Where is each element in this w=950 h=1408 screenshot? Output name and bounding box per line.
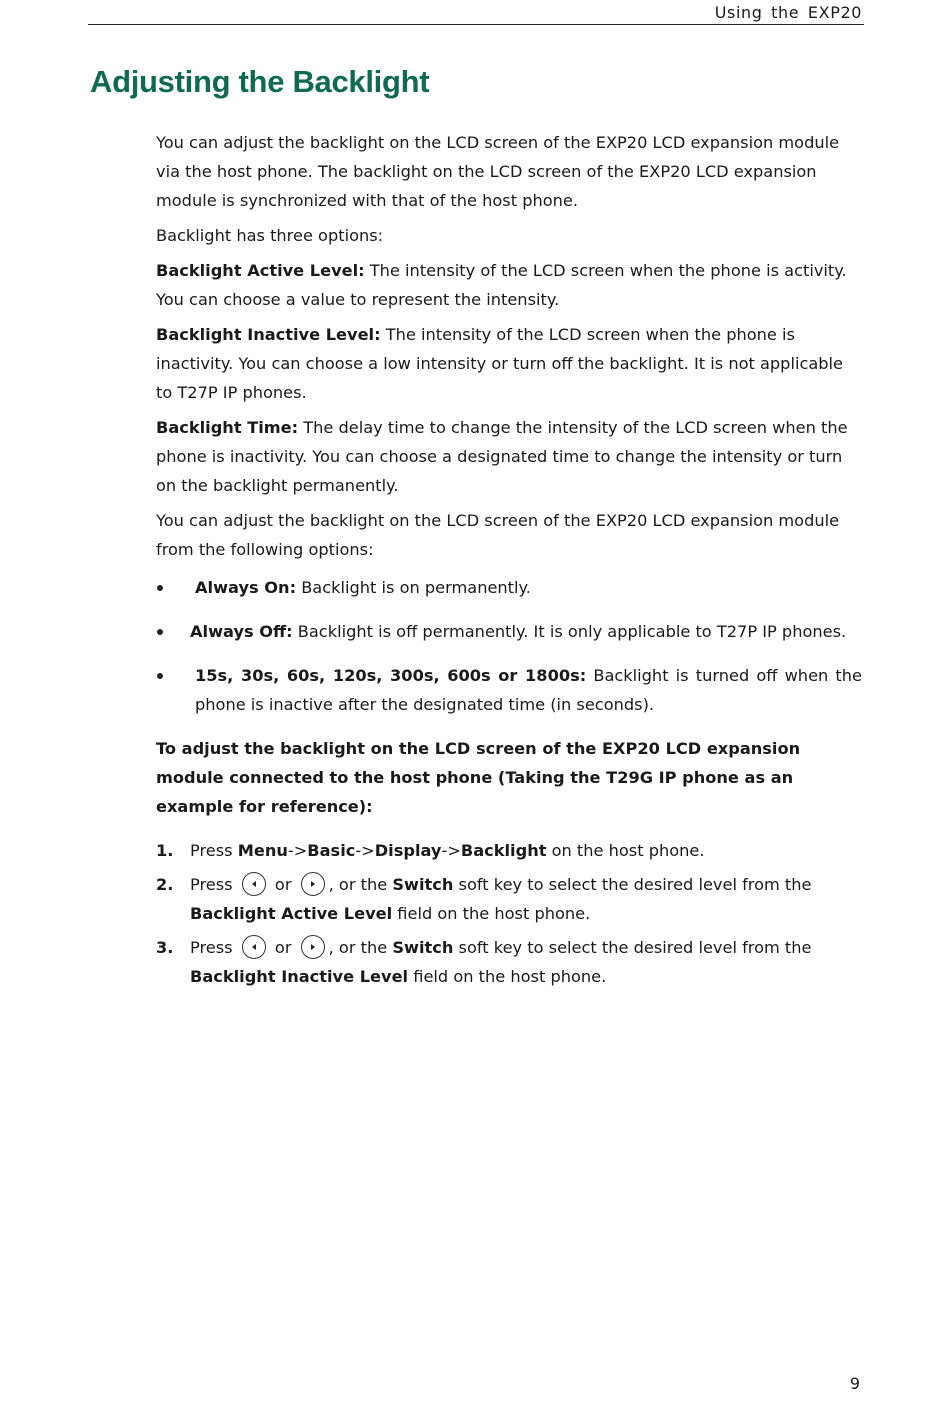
step-text: or bbox=[274, 875, 292, 894]
menu-path-display: Display bbox=[374, 841, 442, 860]
step-text: Press bbox=[190, 875, 233, 894]
step-3 bbox=[156, 933, 862, 991]
step-text: , or the bbox=[328, 938, 393, 957]
left-navigation-key-icon bbox=[242, 935, 266, 959]
bullet-dot-icon bbox=[157, 673, 163, 679]
step-number: 2. bbox=[156, 875, 174, 894]
right-navigation-key-icon bbox=[301, 872, 325, 896]
backlight-options-list bbox=[156, 573, 862, 719]
page-title: Adjusting the Backlight bbox=[90, 64, 430, 99]
step-text: soft key to select the desired level from the bbox=[453, 938, 812, 957]
list-item-always-off bbox=[156, 617, 862, 646]
step-2 bbox=[156, 870, 862, 928]
option-backlight-active-level bbox=[156, 256, 862, 314]
bullet-term: 15s, 30s, 60s, 120s, 300s, 600s or 1800s: bbox=[195, 666, 587, 685]
page-number: 9 bbox=[849, 1374, 860, 1393]
left-navigation-key-icon bbox=[242, 872, 266, 896]
list-item-always-on bbox=[156, 573, 862, 602]
procedure-steps bbox=[156, 836, 862, 991]
step-number: 3. bbox=[156, 938, 174, 957]
bullet-term: Always Off: bbox=[190, 622, 293, 641]
menu-path-menu: Menu bbox=[237, 841, 288, 860]
menu-path-separator: -> bbox=[287, 841, 308, 860]
option-backlight-time bbox=[156, 413, 862, 500]
step-text: field on the host phone. bbox=[408, 967, 607, 986]
option-description: The intensity of the LCD screen when the phone is inactivity. You can choose a low intensity or turn off the backlight. It is not applicable to T27P IP phones. bbox=[156, 325, 844, 402]
menu-path-separator: -> bbox=[355, 841, 375, 860]
step-1 bbox=[156, 836, 862, 865]
bullet-dot-icon bbox=[157, 585, 163, 591]
menu-path-separator: -> bbox=[441, 841, 461, 860]
step-text: field on the host phone. bbox=[392, 904, 591, 923]
adjust-intro-paragraph: You can adjust the backlight on the LCD screen of the EXP20 LCD expansion module from the following options: bbox=[156, 511, 840, 559]
header-section-title: Using the EXP20 bbox=[714, 3, 862, 22]
option-backlight-inactive-level bbox=[156, 320, 862, 407]
step-text: Press bbox=[190, 841, 238, 860]
step-number: 1. bbox=[156, 841, 174, 860]
step-text: on the host phone. bbox=[546, 841, 705, 860]
option-term: Backlight Active Level: bbox=[156, 261, 365, 280]
options-intro: Backlight has three options: bbox=[156, 226, 384, 245]
bullet-text: Backlight is on permanently. bbox=[296, 578, 531, 597]
option-description: The intensity of the LCD screen when the phone is activity. You can choose a value to represent the intensity. bbox=[156, 261, 847, 309]
header-divider bbox=[88, 24, 864, 25]
menu-path-basic: Basic bbox=[307, 841, 356, 860]
option-term: Backlight Inactive Level: bbox=[156, 325, 381, 344]
right-navigation-key-icon bbox=[301, 935, 325, 959]
intro-paragraph: You can adjust the backlight on the LCD screen of the EXP20 LCD expansion module via the host phone. The backlight on the LCD screen of the EXP20 LCD expansion module is synchronized with that of the host phone. bbox=[156, 133, 840, 210]
document-body bbox=[156, 128, 862, 996]
step-text: , or the bbox=[328, 875, 393, 894]
bullet-term: Always On: bbox=[195, 578, 297, 597]
option-term: Backlight Time: bbox=[156, 418, 299, 437]
field-name: Backlight Inactive Level bbox=[190, 967, 409, 986]
bullet-text: Backlight is turned off when the phone is inactive after the designated time (in seconds). bbox=[195, 666, 862, 714]
field-name: Backlight Active Level bbox=[190, 904, 393, 923]
step-text: soft key to select the desired level from the bbox=[453, 875, 812, 894]
list-item-timed bbox=[156, 661, 862, 719]
bullet-dot-icon bbox=[157, 629, 163, 635]
step-text: or bbox=[274, 938, 292, 957]
switch-soft-key-label: Switch bbox=[392, 938, 454, 957]
procedure-heading: To adjust the backlight on the LCD screen of the EXP20 LCD expansion module connected to the host phone (Taking the T29G IP phone as an example for reference): bbox=[156, 739, 801, 816]
bullet-text: Backlight is off permanently. It is only applicable to T27P IP phones. bbox=[292, 622, 847, 641]
option-description: The delay time to change the intensity of the LCD screen when the phone is inactivity. You can choose a designated time to change the intensity or turn on the backlight permanently. bbox=[156, 418, 848, 495]
switch-soft-key-label: Switch bbox=[392, 875, 454, 894]
step-text: Press bbox=[190, 938, 233, 957]
menu-path-backlight: Backlight bbox=[460, 841, 547, 860]
